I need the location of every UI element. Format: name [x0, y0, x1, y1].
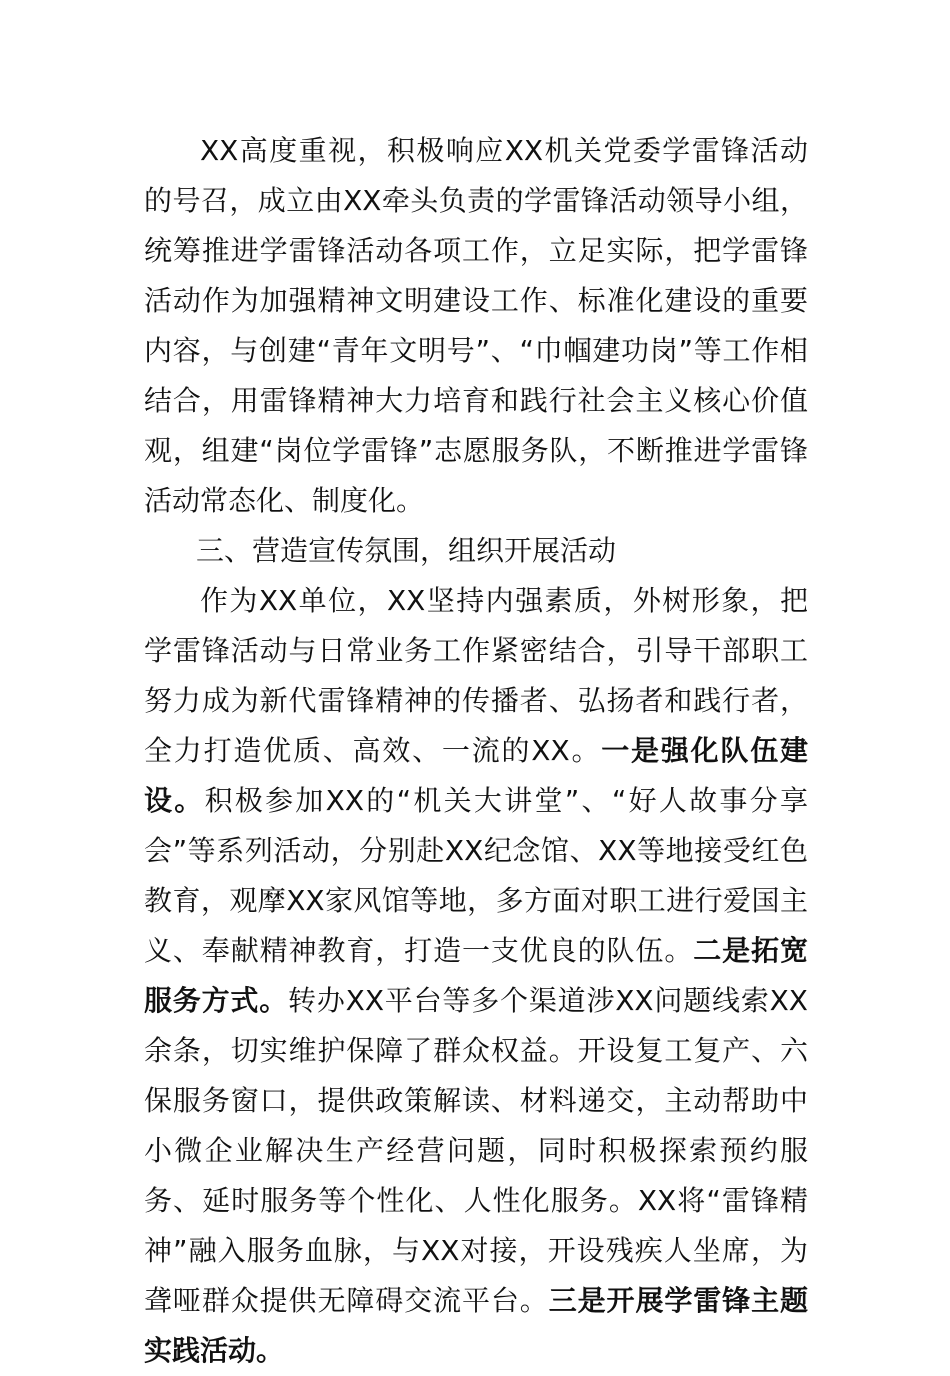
paragraph-intro: 作为XX单位，XX坚持内强素质，外树形象，把学雷锋活动与日常业务工作紧密结合，引导干部职工努力成为新代雷锋精神的传播者、弘扬者和践行者，全力打造优质、高效、一流的XX。 — [144, 584, 808, 767]
point-2-text: 转办XX平台等多个渠道涉XX问题线索XX余条，切实维护保障了群众权益。开设复工复产、六保服务窗口，提供政策解读、材料递交，主动帮助中小微企业解决生产经营问题，同时积极探索预约服务、延时服务等个性化、人性化服务。XX将“雷锋精神”融入服务血脉，与XX对接，开设残疾人坐席，为聋哑群众提供无障碍交流平台。 — [144, 984, 808, 1317]
point-1-title: 一是强化队伍建设。 — [144, 734, 808, 817]
document-body — [144, 126, 808, 1376]
point-1-text: 积极参加XX的“机关大讲堂”、“好人故事分享会”等系列活动，分别赴XX纪念馆、XX等地接受红色教育，观摩XX家风馆等地，多方面对职工进行爱国主义、奉献精神教育，打造一支优良的队伍。 — [144, 784, 808, 967]
point-2-title: 二是拓宽服务方式。 — [144, 934, 808, 1017]
paragraph-leadership: XX高度重视，积极响应XX机关党委学雷锋活动的号召，成立由XX牵头负责的学雷锋活动领导小组，统筹推进学雷锋活动各项工作，立足实际，把学雷锋活动作为加强精神文明建设工作、标准化建设的重要内容，与创建“青年文明号”、“巾帼建功岗”等工作相结合，用雷锋精神大力培育和践行社会主义核心价值观，组建“岗位学雷锋”志愿服务队，不断推进学雷锋活动常态化、制度化。 — [144, 134, 808, 517]
paragraph-activities — [144, 576, 808, 1376]
section-heading-3: 三、营造宣传氛围，组织开展活动 — [196, 534, 617, 567]
point-3-title: 三是开展学雷锋主题实践活动。 — [144, 1284, 808, 1367]
